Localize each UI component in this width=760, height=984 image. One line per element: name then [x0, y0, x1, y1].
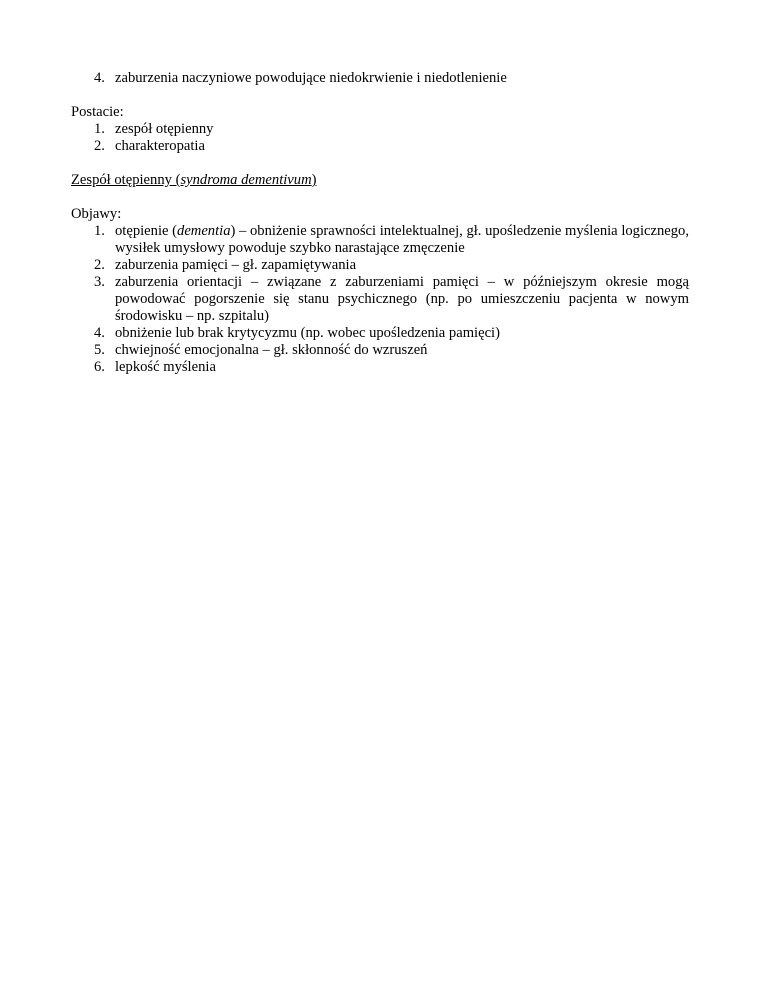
list-number: 4. [94, 70, 105, 86]
list-number: 1. [94, 223, 105, 239]
list-item-text: zespół otępienny [115, 121, 214, 137]
section-title-text [71, 172, 317, 188]
list-item [71, 257, 689, 274]
list-item-text: lepkość myślenia [115, 359, 216, 375]
list-number: 6. [94, 359, 105, 375]
latin-term: dementia [177, 223, 231, 239]
list-number: 4. [94, 325, 105, 341]
list-item-text: zaburzenia pamięci – gł. zapamiętywania [115, 257, 357, 273]
list-item-text: zaburzenia naczyniowe powodujące niedokrwienie i niedotlenienie [115, 70, 507, 86]
list-item-text: charakteropatia [115, 138, 205, 154]
list-item-text: chwiejność emocjonalna – gł. skłonność do wzruszeń [115, 342, 428, 358]
symptoms-heading: Objawy: [71, 206, 122, 222]
causes-list [71, 70, 689, 87]
list-item-text: obniżenie lub brak krytycyzmu (np. wobec upośledzenia pamięci) [115, 325, 500, 341]
list-item-text: zaburzenia orientacji – związane z zaburzeniami pamięci – w późniejszym okresie mogą powodować pogorszenie się stanu psychicznego (np. po umieszczeniu pacjenta w nowym środowisku – np. szpitalu) [115, 274, 689, 324]
document-page [71, 70, 689, 376]
list-item [71, 121, 689, 138]
section-title [71, 172, 689, 189]
spacer [71, 87, 689, 104]
list-item [71, 223, 689, 257]
section-title-start: Zespół otępienny ( [71, 172, 181, 188]
list-item [71, 342, 689, 359]
forms-heading: Postacie: [71, 104, 124, 120]
list-number: 1. [94, 121, 105, 137]
list-item [71, 70, 689, 87]
list-number: 5. [94, 342, 105, 358]
forms-list [71, 121, 689, 155]
list-item [71, 138, 689, 155]
list-number: 2. [94, 257, 105, 273]
symptoms-list [71, 223, 689, 376]
list-item [71, 274, 689, 325]
list-item [71, 359, 689, 376]
list-number: 3. [94, 274, 105, 290]
section-title-end: ) [311, 172, 317, 188]
spacer [71, 189, 689, 206]
spacer [71, 155, 689, 172]
list-number: 2. [94, 138, 105, 154]
list-item [71, 325, 689, 342]
list-item-text [115, 223, 689, 256]
text-start: otępienie ( [115, 223, 178, 239]
text-end: ) – obniżenie sprawności intelektualnej, gł. upośledzenie myślenia logicznego, wysiłek umysłowy powoduje szybko narastające zmęczenie [115, 223, 689, 256]
section-title-latin: syndroma dementivum [180, 172, 312, 188]
